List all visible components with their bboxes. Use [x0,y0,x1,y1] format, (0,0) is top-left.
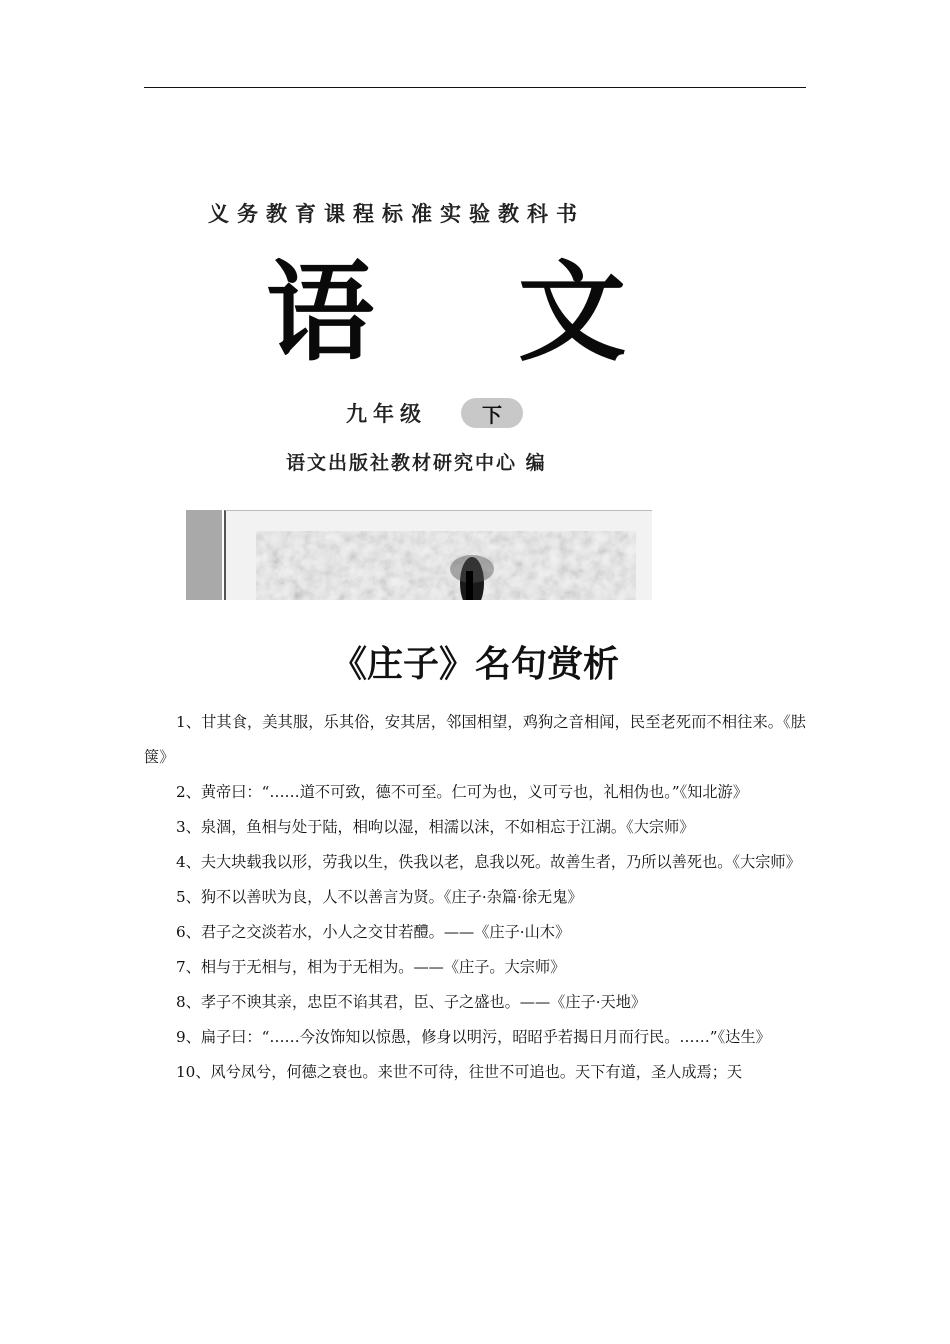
quote-list [144,705,806,1090]
cover-title-char-1: 语 [266,250,375,376]
cover-title-char-2: 文 [517,250,626,376]
cover-editor: 语文出版社教材研究中心 编 [286,452,547,474]
cover-series-title: 义务教育课程标准实验教科书 [208,202,585,226]
cover-main-title [266,248,626,378]
quote-item: 2、黄帝曰：“……道不可致，德不可至。仁可为也，义可亏也，礼相伪也。”《知北游》 [176,783,748,801]
quote-item: 8、孝子不谀其亲，忠臣不谄其君，臣、子之盛也。——《庄子·天地》 [176,993,647,1011]
quote-item: 1、甘其食，美其服，乐其俗，安其居，邻国相望，鸡狗之音相闻，民至老死而不相往来。《胠箧》 [144,713,806,766]
cover-artwork-texture [226,511,652,600]
quote-item: 6、君子之交淡若水，小人之交甘若醴。——《庄子·山木》 [176,923,571,941]
quote-item: 7、相与于无相与，相为于无相为。——《庄子。大宗师》 [176,958,566,976]
quote-item: 9、扁子曰：“……今汝饰知以惊愚，修身以明污，昭昭乎若揭日月而行民。……”《达生》 [176,1028,771,1046]
textbook-cover-image [186,190,652,600]
quote-item: 4、夫大块载我以形，劳我以生，佚我以老，息我以死。故善生者，乃所以善死也。《大宗师》 [176,853,801,871]
section-title: 《庄子》名句赏析 [330,644,619,685]
header-rule [144,87,806,88]
quote-item: 5、狗不以善吠为良，人不以善言为贤。《庄子·杂篇·徐无鬼》 [176,888,583,906]
cover-volume-badge: 下 [461,398,523,428]
cover-spine-strip [186,510,222,600]
quote-item: 10、风兮凤兮，何德之衰也。来世不可待，往世不可追也。天下有道，圣人成焉；天 [176,1063,743,1081]
cover-grade: 九年级 [346,402,427,426]
quote-item: 3、泉涸，鱼相与处于陆，相呴以湿，相濡以沫，不如相忘于江湖。《大宗师》 [176,818,695,836]
cover-grade-row [346,396,523,430]
cover-artwork [224,510,652,600]
